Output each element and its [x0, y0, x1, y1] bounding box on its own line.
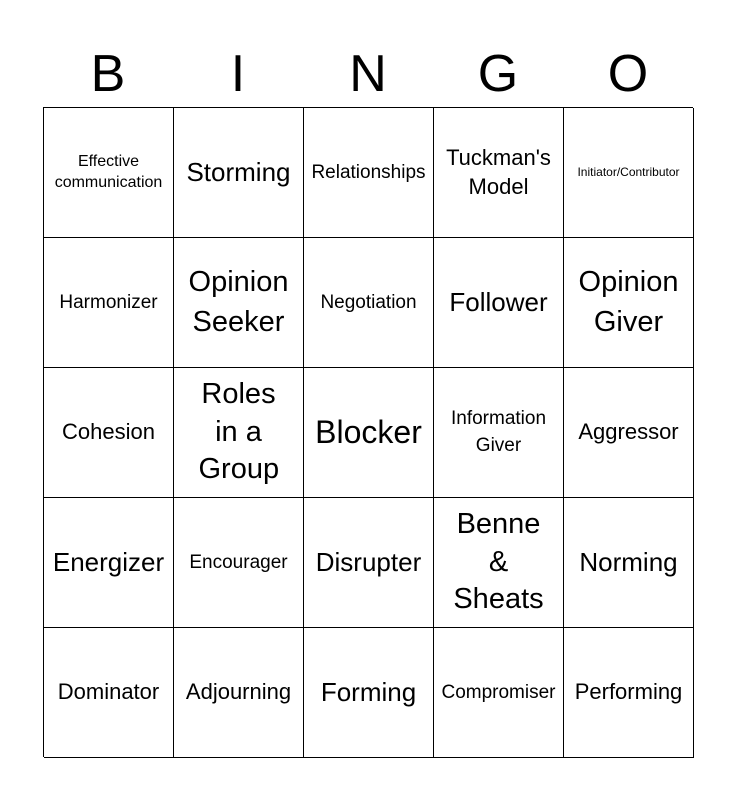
cell-text: Adjourning: [185, 679, 292, 705]
bingo-cell[interactable]: [44, 368, 174, 498]
cell-text: Effective communication: [54, 152, 163, 191]
cell-text: Energizer: [52, 546, 165, 577]
cell-text: Dominator: [57, 679, 160, 705]
cell-text: Compromiser: [441, 681, 556, 703]
cell-text: Roles in a Group: [198, 377, 280, 486]
header-letter-i: I: [230, 45, 246, 103]
bingo-cell[interactable]: [174, 238, 304, 368]
cell-text: Relationships: [311, 161, 426, 183]
cell-text: Negotiation: [320, 291, 417, 313]
bingo-cell[interactable]: [434, 368, 564, 498]
cell-text: Cohesion: [62, 419, 155, 445]
bingo-cell[interactable]: [564, 238, 694, 368]
bingo-cell[interactable]: [564, 628, 694, 758]
cell-text: Encourager: [189, 551, 288, 573]
cell-text: Benne & Sheats: [453, 507, 544, 616]
bingo-cell[interactable]: [44, 628, 174, 758]
bingo-cell[interactable]: [564, 108, 694, 238]
bingo-cell[interactable]: [434, 628, 564, 758]
bingo-cell[interactable]: [304, 628, 434, 758]
bingo-cell[interactable]: [44, 108, 174, 238]
header-letter-n: N: [349, 45, 387, 103]
cell-text: Norming: [579, 546, 678, 577]
bingo-cell[interactable]: [174, 108, 304, 238]
cell-text: Tuckman's Model: [446, 144, 551, 199]
bingo-cell[interactable]: [564, 368, 694, 498]
cell-text: Blocker: [315, 414, 422, 451]
bingo-header: [43, 40, 693, 108]
header-letter-g: G: [477, 45, 519, 103]
bingo-cell[interactable]: [564, 498, 694, 628]
bingo-card-grid: [43, 107, 693, 757]
cell-text: Disrupter: [315, 546, 422, 577]
header-letter-b: B: [90, 45, 126, 103]
header-letter-o: O: [607, 45, 649, 103]
bingo-cell[interactable]: [434, 498, 564, 628]
cell-text: Opinion Giver: [578, 266, 679, 338]
bingo-cell[interactable]: [434, 238, 564, 368]
cell-text: Opinion Seeker: [188, 266, 289, 338]
cell-text: Follower: [449, 286, 548, 317]
bingo-cell[interactable]: [44, 238, 174, 368]
cell-text: Forming: [320, 676, 417, 707]
bingo-cell[interactable]: [174, 628, 304, 758]
cell-text: Aggressor: [578, 419, 679, 445]
bingo-cell[interactable]: [304, 368, 434, 498]
bingo-cell[interactable]: [304, 238, 434, 368]
bingo-cell[interactable]: [174, 498, 304, 628]
cell-text: Storming: [186, 156, 291, 187]
bingo-cell[interactable]: [304, 108, 434, 238]
bingo-cell[interactable]: [304, 498, 434, 628]
cell-text: Information Giver: [450, 407, 547, 456]
bingo-cell[interactable]: [434, 108, 564, 238]
bingo-cell[interactable]: [44, 498, 174, 628]
cell-text: Performing: [574, 679, 683, 705]
cell-text: Initiator/Contributor: [577, 165, 680, 180]
cell-text: Harmonizer: [59, 291, 158, 313]
bingo-cell[interactable]: [174, 368, 304, 498]
